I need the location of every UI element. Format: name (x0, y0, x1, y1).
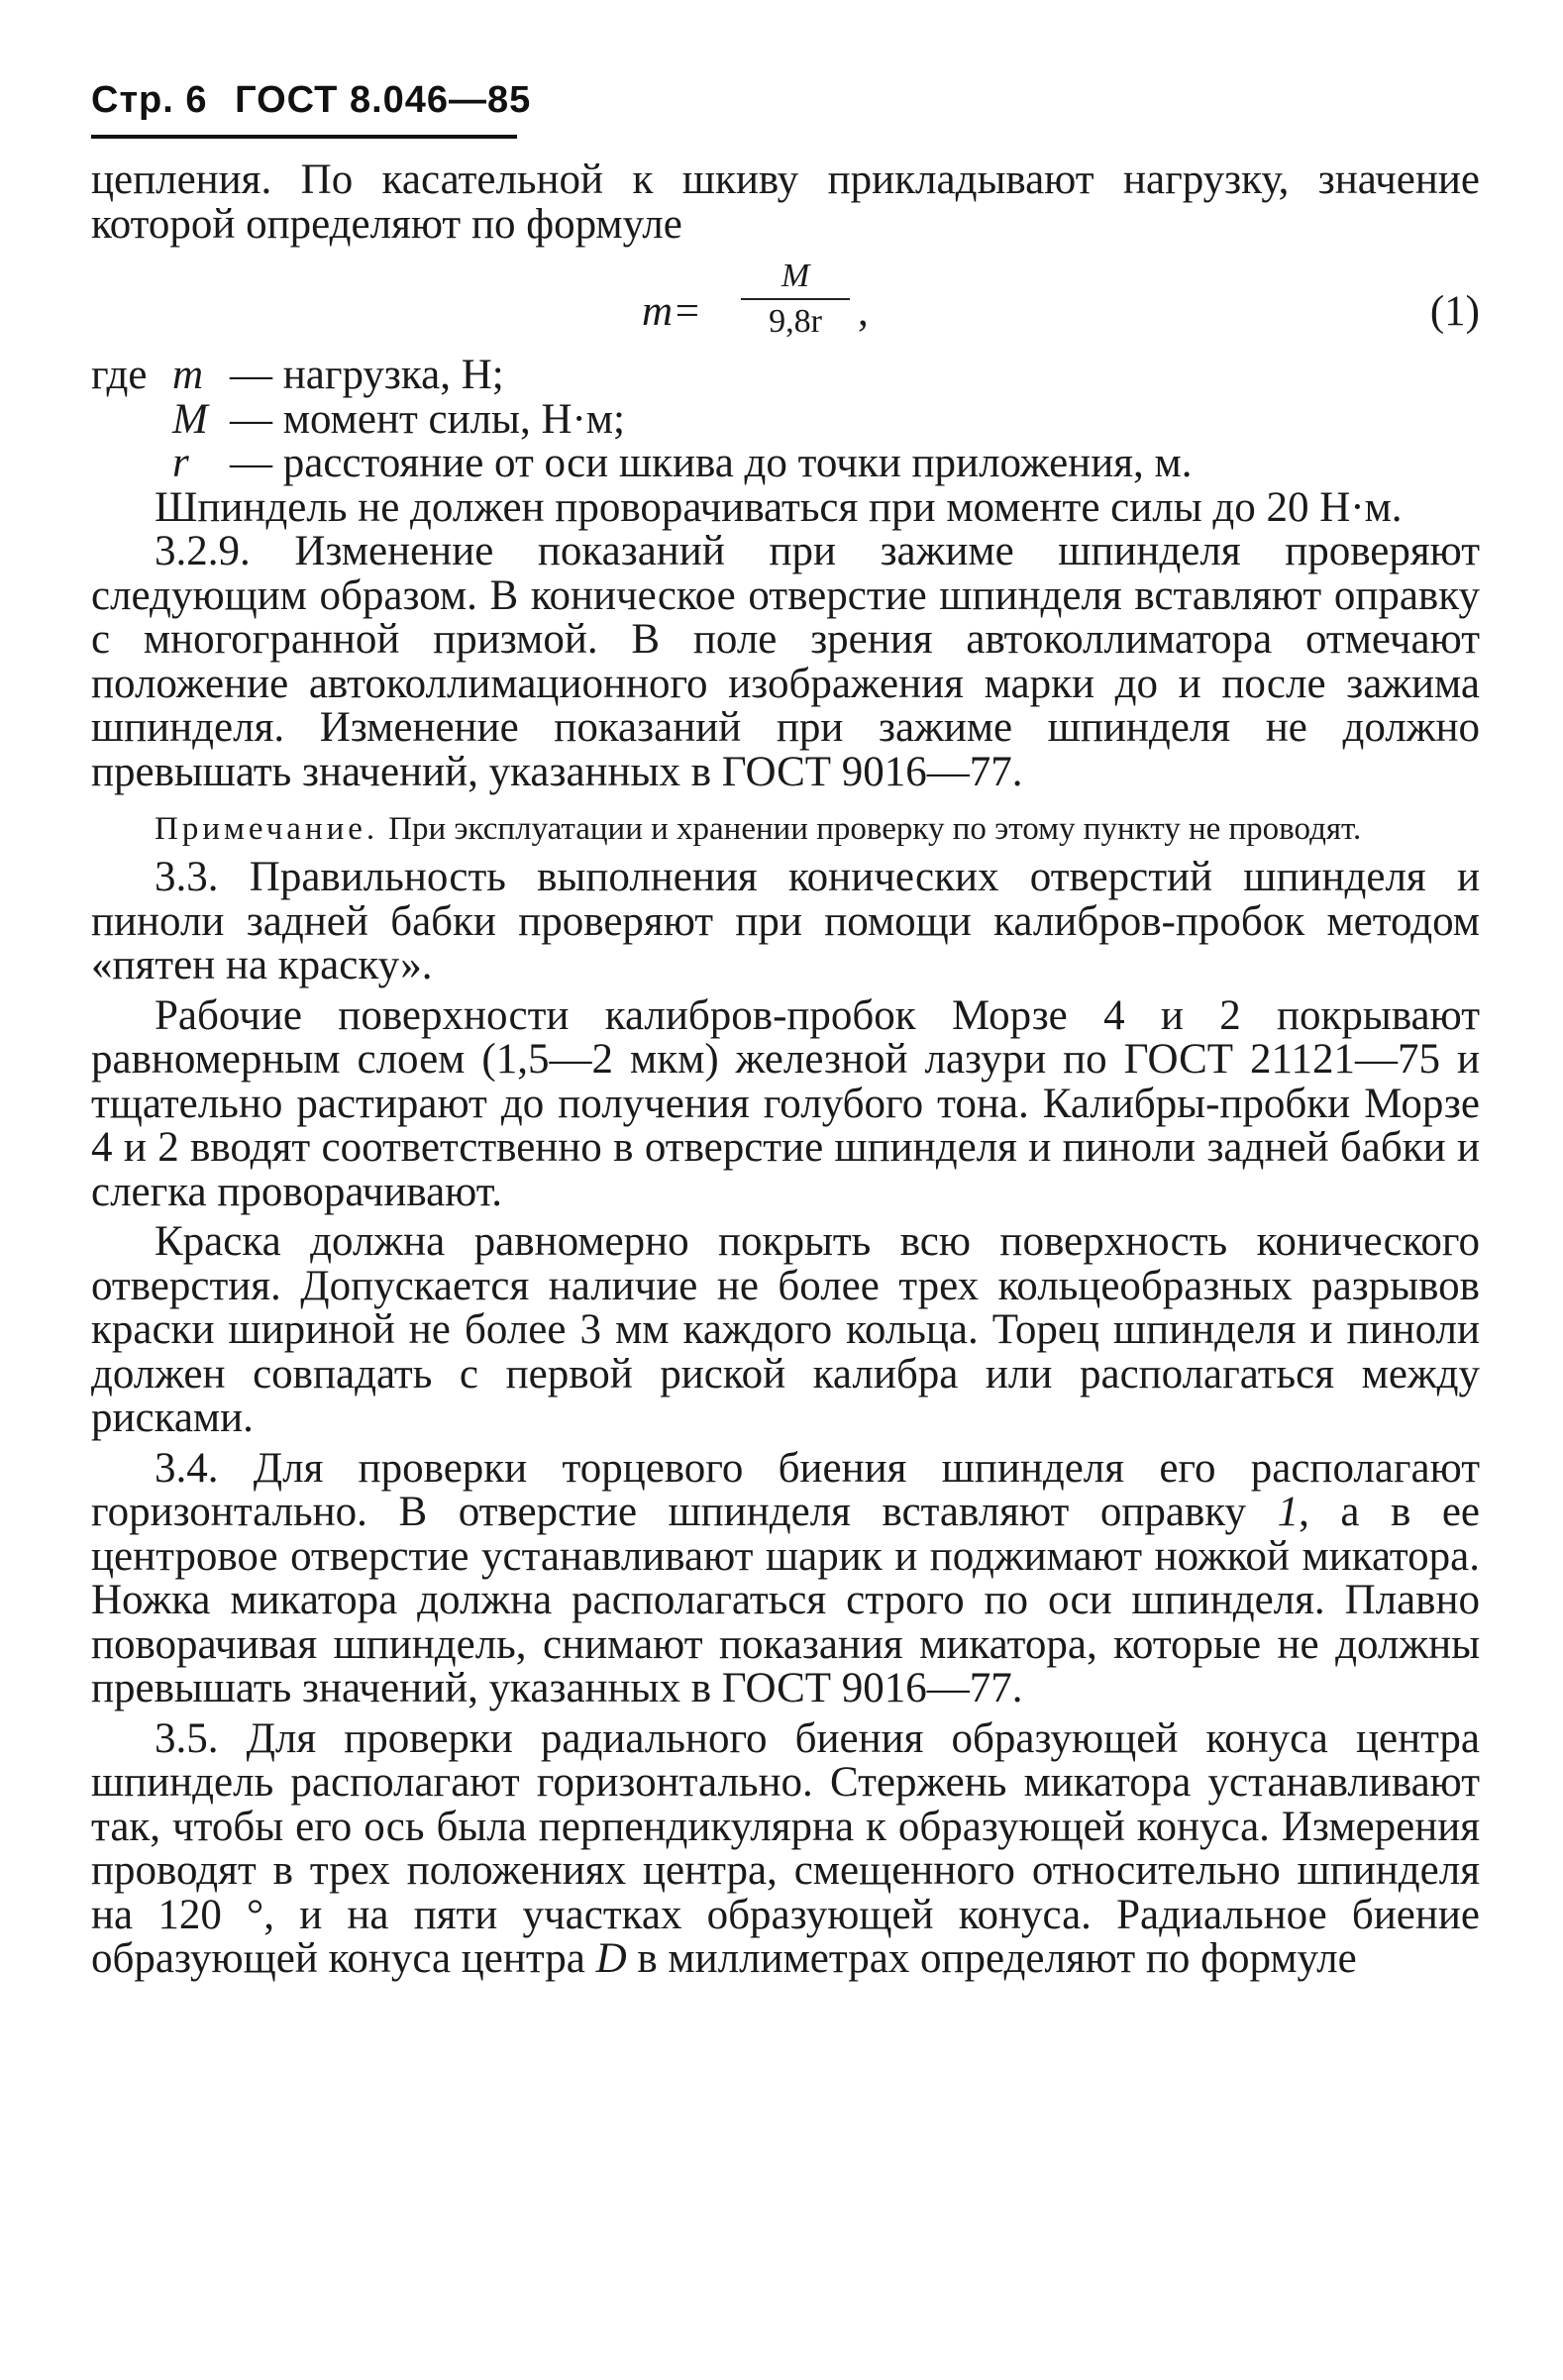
document-body (91, 158, 1480, 1982)
formula-denominator: 9,8r (769, 303, 822, 340)
symbol-m: m (172, 352, 204, 398)
paragraph-3-4-end: , а в ее центровое отверстие устанавливают шарик и поджимают ножкой микатора. Ножка микатора должна располагаться строго по оси шпинделя. Плавно поворачивая шпиндель, снимают показания микатора, которые не должны превышать значений, указанных в ГОСТ 9016—77. (91, 1489, 1481, 1711)
formula-comma: , (858, 288, 869, 335)
formula-1 (91, 247, 1480, 354)
where-label: где (91, 352, 148, 398)
paragraph-3-3: 3.3. Правильность выполнения конических отверстий шпинделя и пиноли задней бабки проверяют при помощи калибров-пробок методом «пятен на краску». (91, 854, 1480, 988)
paragraph-3-2-9: 3.2.9. Изменение показаний при зажиме шпинделя проверяют следующим образом. В коническое отверстие шпинделя вставляют оправку с многогранной призмой. В поле зрения автоколлиматора отмечают положение автоколлимационного изображения марки до и после зажима шпинделя. Изменение показаний при зажиме шпинделя не должно превышать значений, указанных в ГОСТ 9016—77. (91, 528, 1480, 795)
symbol-M: M (172, 395, 208, 443)
note-title: Примечание. (155, 811, 379, 847)
standard-code: ГОСТ 8.046—85 (235, 79, 532, 121)
paragraph-3-5-start: 3.5. Для проверки радиального биения образующей конуса центра шпиндель располагают горизонтально. Стержень микатора устанавливают так, чтобы его ось была перпендикулярна к образующей конуса. Измерения проводят в трех положениях центра, смещенного относительно шпинделя на 120 °, и на пяти участках образующей конуса. Радиальное биение образующей конуса центра (91, 1714, 1480, 1982)
paragraph-3-5-end: в миллиметрах определяют по формуле (626, 1935, 1357, 1982)
note-text: При эксплуатации и хранении проверку по этому пункту не проводят. (388, 811, 1362, 847)
where-text-m: — нагрузка, Н; (230, 352, 504, 398)
header-rule (91, 135, 517, 139)
paragraph-3-3-paint: Рабочие поверхности калибров-пробок Морзе 4 и 2 покрывают равномерным слоем (1,5—2 мкм) железной лазури по ГОСТ 21121—75 и тщательно растирают до получения голубого тона. Калибры-пробки Морзе 4 и 2 вводят соответственно в отверстие шпинделя и пиноли задней бабки и слегка проворачивают. (91, 991, 1480, 1215)
paragraph-spindle: Шпиндель не должен проворачиваться при моменте силы до 20 Н·м. (155, 483, 1403, 531)
where-row-m (91, 354, 1480, 398)
paragraph-3-5 (91, 1714, 1480, 1982)
formula-number: (1) (1429, 288, 1480, 335)
note (91, 808, 1480, 850)
page-header (91, 79, 547, 122)
symbol-D: D (595, 1935, 627, 1982)
formula-lhs: m= (642, 288, 702, 335)
paragraph-3-3-requirement: Краска должна равномерно покрыть всю поверхность конического отверстия. Допускается наличие не более трех кольцеобразных разрывов краски шириной не более 3 мм каждого кольца. Торец шпинделя и пиноли должен совпадать с первой риской калибра или располагаться между рисками. (91, 1218, 1480, 1441)
formula-numerator: M (741, 259, 850, 300)
symbol-r: r (172, 440, 189, 486)
formula-fraction (741, 259, 850, 340)
paragraph-3-4 (91, 1444, 1481, 1711)
where-text-r: — расстояние от оси шкива до точки приложения, м. (230, 440, 1193, 486)
paragraph-3-4-start: 3.4. Для проверки торцевого биения шпинделя его располагают горизонтально. В отверстие шпинделя вставляют оправку (91, 1444, 1480, 1535)
page-number: Стр. 6 (91, 79, 208, 121)
where-row-M (91, 395, 1480, 443)
paragraph-intro: цепления. По касательной к шкиву прикладывают нагрузку, значение которой определяют по формуле (91, 156, 1480, 248)
where-row-r (91, 442, 1480, 486)
reference-1: 1 (1277, 1489, 1300, 1535)
where-text-M: — момент силы, Н·м; (230, 395, 625, 443)
